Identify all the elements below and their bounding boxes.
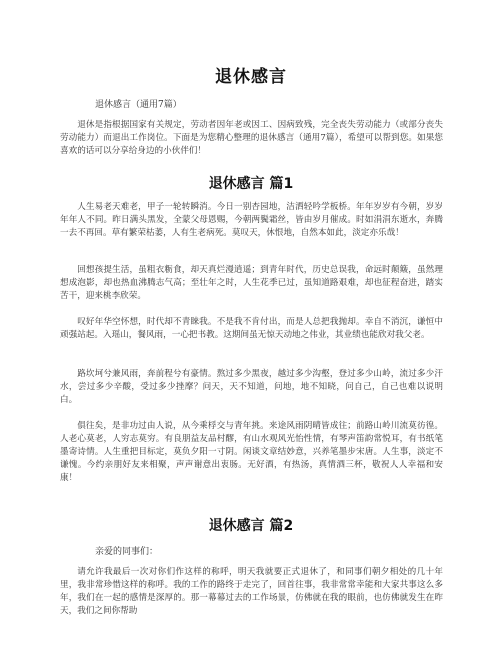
section-2-heading: 退休感言 篇2 bbox=[208, 518, 294, 534]
section-1-heading: 退休感言 篇1 bbox=[208, 176, 294, 192]
section-1-paragraph: 叹好年华空怀想，时代却不青睐我。不是我不肯付出，而是人总把我抛却。幸自不消沉，谦恒中顽强站起。入瑶山，餐风雨，一心把书教。这期间虽无惊天动地之伟业，其业绩也能欣对我父老。 bbox=[60, 317, 443, 340]
section-1-paragraph: 人生易老天难老，甲子一轮转瞬消。今日一别杏园地，洁洒轻吟学板桥。年年岁岁有今朝，岁岁年年人不同。昨日满头黑发，全蒙父母恩赐，今朝两鬓霜丝，皆由岁月催成。时如涓涓东逝水，奔腾一去不再回。草有繁荣枯萎，人有生老病死。莫叹天，休恨地，自然本如此，淡定亦乐哉！ bbox=[60, 202, 443, 238]
section-1-paragraph: 路坎坷兮兼风雨，奔前程兮有豪情。熬过多少黑夜，越过多少沟壑，登过多少山岭，流过多少汗水，尝过多少辛酸，受过多少挫摩？问天，天不知道，问地，地不知晓，问自己，自己也难以说明白。 bbox=[60, 369, 443, 405]
intro-paragraph: 退休是指根据国家有关规定，劳动者因年老或因工、因病致残，完全丧失劳动能力（或部分丧失劳动能力）而退出工作岗位。下面是为您精心整理的退休感言（通用7篇），希望可以帮到您。如果您喜欢的话可以分享给身边的小伙伴们！ bbox=[60, 120, 443, 156]
section-1-paragraph: 回想孩提生活，虽粗衣粝食，却天真烂漫逍遥；到青年时代，历史总误我，命远时颠簸，虽然理想成泡影，却也热血沸腾志气高；至壮年之时，人生花季已过，虽知道路艰难，却也征程奋进，踏实苦干，迎来桃李欣荣。 bbox=[60, 265, 443, 301]
section-2-paragraph: 请允许我最后一次对你们作这样的称呼，明天我就要正式退休了，和同事们朝夕相处的几十年里，我非常珍惜这样的称呼。我的工作的路终于走完了，回首往事，我非常常幸能和大家共事这么多年，我们在一起的感情是深厚的。那一幕幕过去的工作场景，仿佛就在我的眼前，也仿佛就发生在昨天，我们之间你帮助 bbox=[60, 567, 443, 616]
section-1-paragraph: 俱往矣，是非功过由人说，从今乘桴交与青年挑。来途风雨阴晴皆成往；前路山岭川流莫彷徨。人老心莫老，人穷志莫穷。有良朋益友品村醪，有山水观风光怡性情，有琴声笛韵常悦耳，有书纸笔墨寄诗情。人生重把目标定，莫负夕阳一寸阴。闲谈文章结妙意，兴养笔墨步宋唐。人生事，淡定不谦愧。今约亲朋好友来相聚，声声谢意出衷肠。无好酒，有热汤，真情酒三杯，敬祝人人幸福和安康！ bbox=[60, 421, 443, 483]
document-subtitle: 退休感言（通用7篇） bbox=[95, 100, 182, 110]
section-2-salutation: 亲爱的同事们： bbox=[95, 547, 159, 557]
document-title: 退休感言 bbox=[215, 67, 287, 87]
